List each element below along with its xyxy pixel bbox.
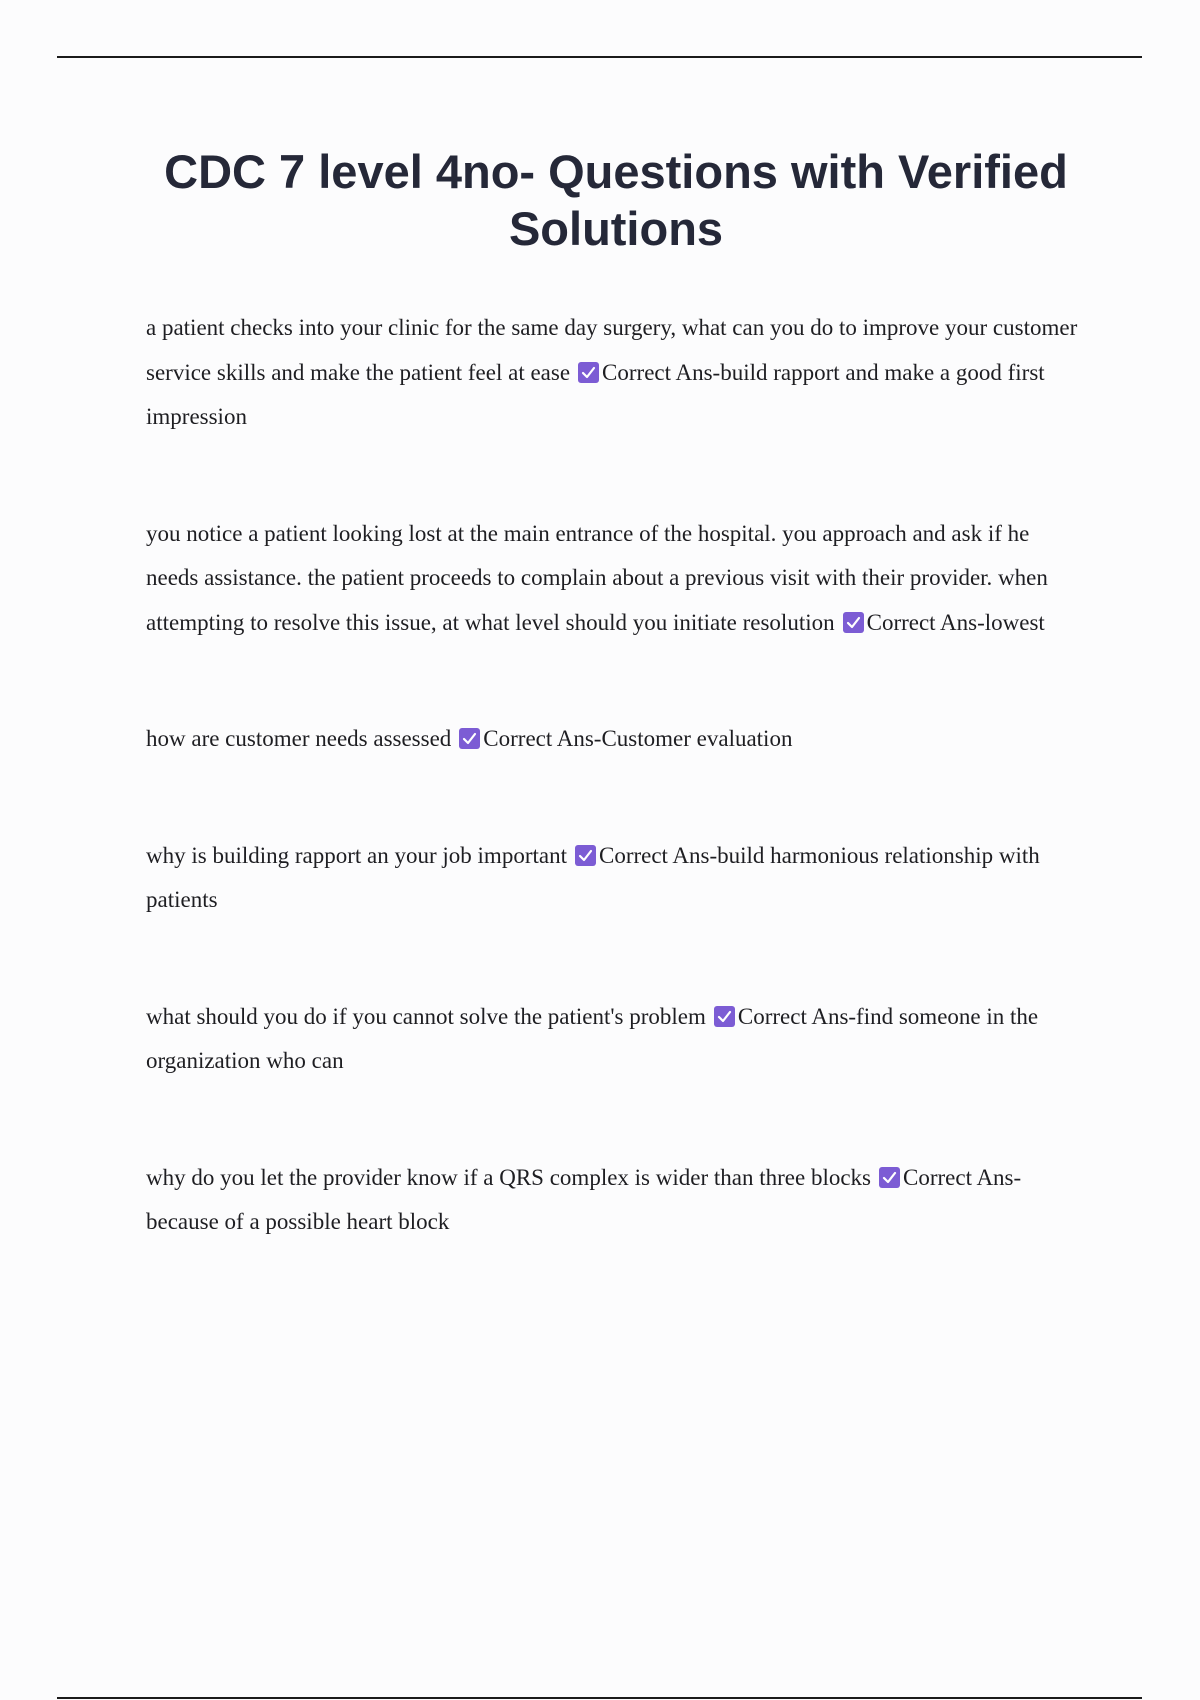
checked-box-icon — [714, 1006, 735, 1027]
qa-item — [146, 995, 1086, 1084]
footer-rule — [57, 1697, 1142, 1699]
question-text: a patient checks into your clinic for the same day surgery, what can you do to improve your customer service skills and make the patient feel at ease — [146, 315, 1078, 385]
qa-item — [146, 1156, 1086, 1245]
answer-text: Correct Ans-build rapport and make a good first impression — [146, 359, 1045, 429]
checked-box-icon — [575, 845, 596, 866]
header-rule — [57, 56, 1142, 58]
qa-list — [146, 306, 1086, 1245]
document-title: CDC 7 level 4no- Questions with Verified Solutions — [164, 145, 1068, 255]
question-text: what should you do if you cannot solve the patient's problem — [146, 1003, 706, 1029]
qa-item — [146, 717, 1086, 762]
checked-box-icon — [459, 728, 480, 749]
checked-box-icon — [578, 362, 599, 383]
answer-text: Correct Ans-Customer evaluation — [483, 726, 793, 751]
answer-text: Correct Ans-lowest — [866, 609, 1045, 635]
qa-item — [146, 306, 1086, 440]
question-text: you notice a patient looking lost at the main entrance of the hospital. you approach and ask if he needs assistance. the patient proceeds to complain about a previous visit with their provider. when attempting to resolve this issue, at what level should you initiate resolution — [146, 520, 1048, 635]
checked-box-icon — [843, 612, 864, 633]
question-text: how are customer needs assessed — [146, 726, 452, 751]
qa-item — [146, 512, 1086, 646]
answer-text: Correct Ans-because of a possible heart block — [146, 1164, 1022, 1234]
qa-item — [146, 834, 1086, 923]
checked-box-icon — [879, 1167, 900, 1188]
question-text: why do you let the provider know if a QRS complex is wider than three blocks — [146, 1164, 871, 1190]
question-text: why is building rapport an your job important — [146, 842, 567, 868]
answer-text: Correct Ans-build harmonious relationship with patients — [146, 842, 1040, 912]
answer-text: Correct Ans-find someone in the organization who can — [146, 1003, 1039, 1073]
